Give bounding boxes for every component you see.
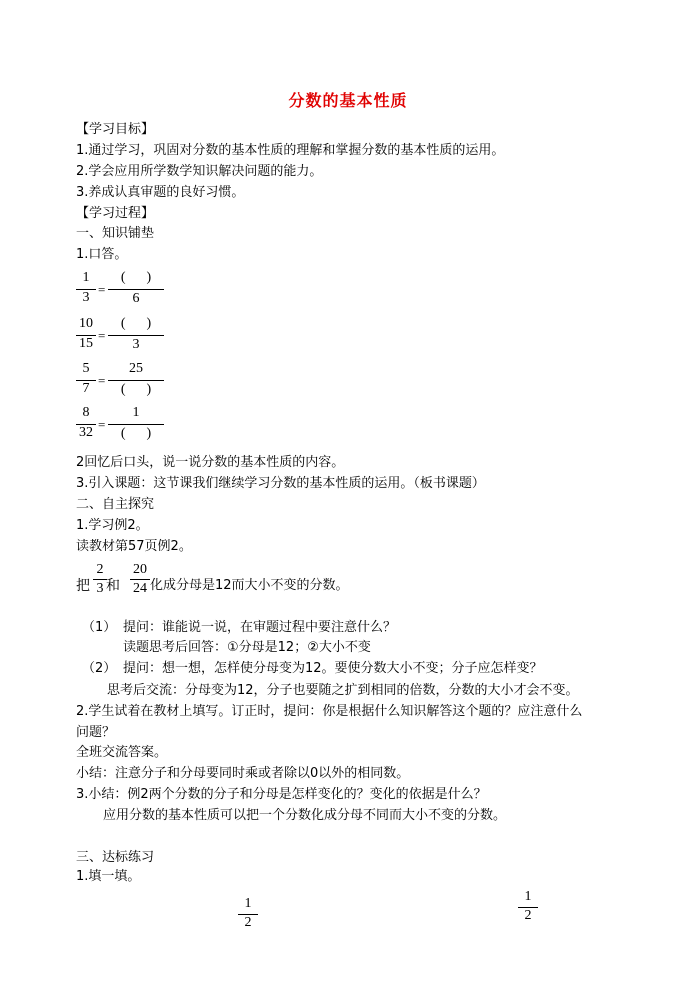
denominator: 15	[79, 336, 93, 351]
objectives-heading: 【学习目标】	[76, 122, 155, 137]
denominator: 32	[79, 425, 93, 440]
fraction-bar	[108, 335, 164, 336]
example-prefix: 把	[76, 578, 90, 594]
denominator: 3	[132, 337, 140, 352]
class-text: 全班交流答案。	[76, 745, 168, 760]
section-heading: 二、自主探究	[76, 497, 155, 512]
numerator: ( )	[120, 270, 152, 285]
answer-text: 读题思考后回答：①分母是12；②大小不变	[123, 640, 371, 655]
question-text: 提问：谁能说一说，在审题过程中要注意什么？	[123, 620, 397, 635]
numerator: 1	[82, 270, 90, 285]
denominator: ( )	[120, 382, 152, 397]
objective-item: 3.养成认真审题的良好习惯。	[76, 185, 245, 200]
summary-text: 小结：注意分子和分母要同时乘或者除以0以外的相同数。	[76, 766, 410, 781]
denominator: 6	[132, 291, 140, 306]
fill-label: 1.填一填。	[76, 869, 141, 884]
section-heading: 三、达标练习	[76, 850, 155, 865]
equals-sign: =	[98, 328, 106, 343]
denominator: 2	[524, 908, 532, 923]
example-title: 1.学习例2。	[76, 518, 149, 533]
denominator: 3	[96, 581, 104, 596]
try-text: 问题？	[76, 725, 116, 740]
objective-item: 2.学会应用所学数学知识解决问题的能力。	[76, 164, 323, 179]
example-suffix: 化成分母是12而大小不变的分数。	[150, 578, 349, 593]
equals-sign: =	[98, 417, 106, 432]
fraction-bar	[130, 579, 150, 580]
summary-text: 3.小结：例2两个分数的分子和分母是怎样变化的？变化的依据是什么？	[76, 787, 487, 802]
fraction-bar	[108, 424, 164, 425]
fraction-bar	[108, 289, 164, 290]
example-and: 和	[106, 578, 120, 594]
objective-item: 1.通过学习，巩固对分数的基本性质的理解和掌握分数的基本性质的运用。	[76, 143, 505, 158]
numerator: 25	[129, 361, 143, 376]
numerator: 8	[82, 405, 90, 420]
numerator: 5	[82, 361, 90, 376]
denominator: 3	[82, 290, 90, 305]
numerator: 1	[132, 405, 140, 420]
question-label: （1）	[82, 620, 117, 635]
numerator: 1	[524, 889, 532, 904]
process-heading: 【学习过程】	[76, 206, 155, 221]
denominator: 2	[244, 915, 252, 930]
equals-sign: =	[98, 282, 106, 297]
numerator: 1	[244, 896, 252, 911]
read-instruction: 读教材第57页例2。	[76, 539, 192, 554]
example-fraction-2	[130, 562, 150, 597]
question-label: （2）	[82, 661, 117, 676]
denominator: 24	[133, 581, 147, 596]
recall-text: 2回忆后口头，说一说分数的基本性质的内容。	[76, 455, 345, 470]
numerator: 2	[96, 562, 104, 577]
numerator: 10	[79, 316, 93, 331]
summary-answer: 应用分数的基本性质可以把一个分数化成分母不同而大小不变的分数。	[103, 808, 507, 823]
page-title: 分数的基本性质	[288, 91, 408, 110]
fraction-bar	[108, 380, 164, 381]
equals-sign: =	[98, 373, 106, 388]
oral-label: 1.口答。	[76, 247, 128, 262]
numerator: ( )	[120, 316, 152, 331]
intro-text: 3.引入课题：这节课我们继续学习分数的基本性质的运用。（板书课题）	[76, 476, 485, 491]
answer-text: 思考后交流：分母变为12，分子也要随之扩到相同的倍数，分数的大小才会不变。	[107, 683, 579, 698]
numerator: 20	[133, 562, 147, 577]
denominator: ( )	[120, 426, 152, 441]
example-fraction-1	[93, 562, 107, 597]
try-text: 2.学生试着在教材上填写。订正时，提问：你是根据什么知识解答这个题的？应注意什么	[76, 704, 583, 719]
question-text: 提问：想一想，怎样使分母变为12。要使分数大小不变；分子应怎样变？	[123, 661, 543, 676]
denominator: 7	[82, 381, 90, 396]
fraction-bar	[93, 579, 107, 580]
section-heading: 一、知识铺垫	[76, 226, 155, 241]
